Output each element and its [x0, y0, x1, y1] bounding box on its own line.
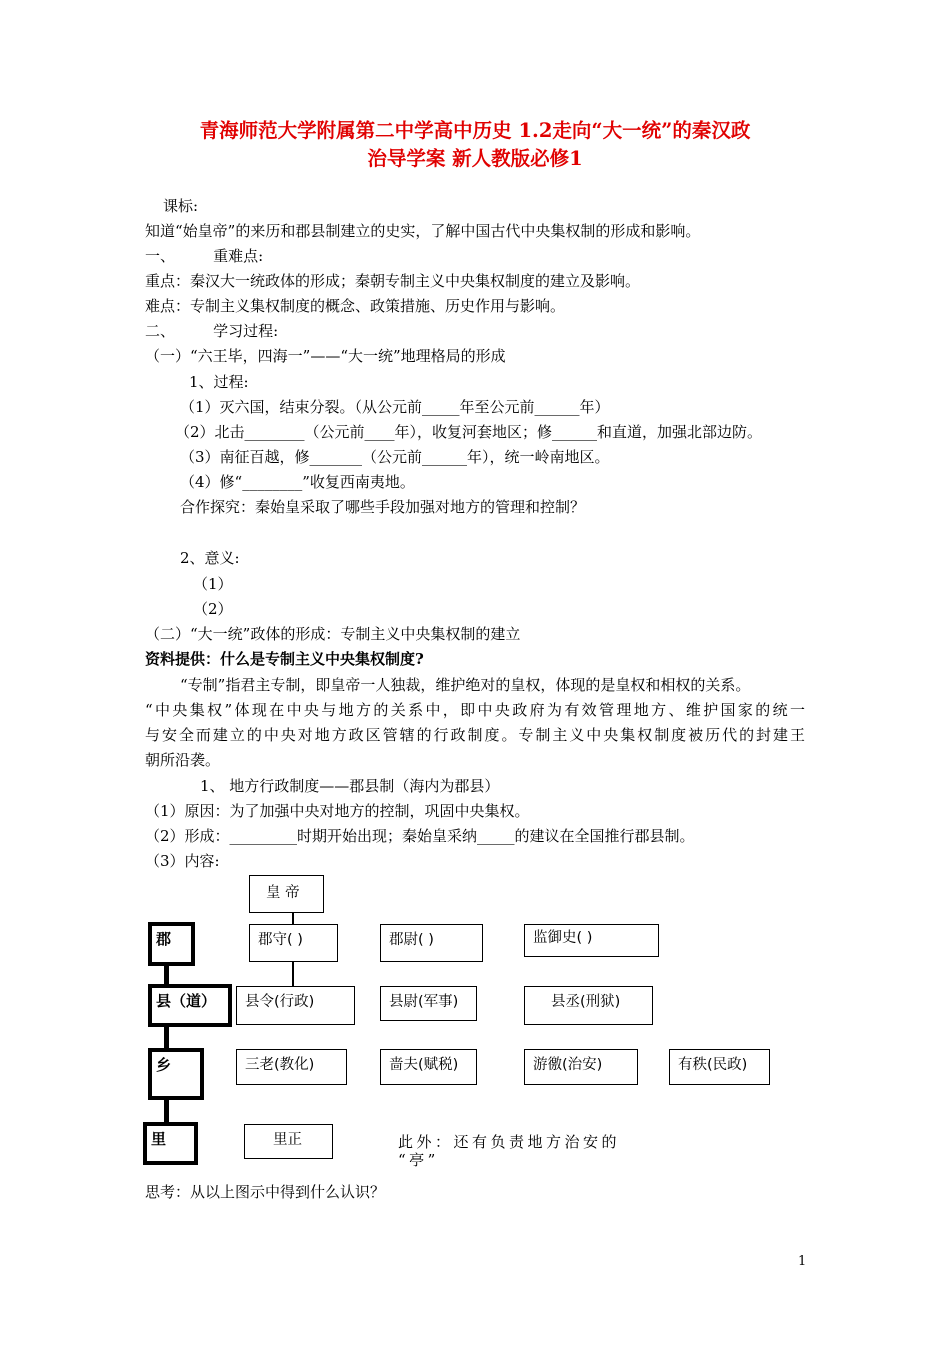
key-points: 重点：秦汉大一统政体的形成；秦朝专制主义中央集权制度的建立及影响。 [145, 272, 641, 290]
local-admin-heading: 1、 地方行政制度——郡县制（海内为郡县） [200, 777, 500, 795]
emperor-box: 皇 帝 [249, 875, 324, 913]
jun-official-junwei: 郡尉( ) [380, 924, 483, 962]
significance-item-1: （1） [193, 575, 233, 593]
content-label: （3）内容: [145, 852, 220, 870]
section-1-heading: 一、 重难点: [145, 247, 264, 265]
xiang-official-sefu: 啬夫(赋税) [380, 1049, 477, 1085]
material-paragraph-line1: “专制”指君主专制，即皇帝一人独裁，维护绝对的皇权，体现的是皇权和相权的关系。 [180, 676, 751, 694]
page-number: 1 [798, 1254, 807, 1269]
curriculum-text: 知道“始皇帝”的来历和郡县制建立的史实，了解中国古代中央集权制的形成和影响。 [145, 222, 701, 240]
section-2-heading: 二、 学习过程: [145, 322, 279, 340]
diagram-note-line2: “亭” [398, 1151, 439, 1169]
reflection-question: 思考：从以上图示中得到什么认识？ [145, 1183, 386, 1201]
xian-official-xianling: 县令(行政) [236, 986, 355, 1025]
level-connector-xiang-li [164, 1098, 169, 1124]
process-item-4: （4）修“________”收复西南夷地。 [180, 473, 415, 491]
level-xiang-box: 乡 [148, 1048, 204, 1100]
xiang-official-youzhi: 有秩(民政) [669, 1049, 770, 1085]
material-paragraph-line3: 与安全而建立的中央对地方政区管辖的行政制度。专制主义中央集权制度被历代的封建王 [145, 726, 805, 744]
formation-line: （2）形成：_________时期开始出现；秦始皇采纳_____的建议在全国推行郡县制。 [145, 827, 695, 845]
xian-official-xianwei: 县尉(军事) [380, 986, 477, 1021]
process-label: 1、过程: [189, 373, 249, 391]
cooperative-inquiry: 合作探究：秦始皇采取了哪些手段加强对地方的管理和控制？ [180, 498, 586, 516]
significance-label: 2、意义: [180, 549, 240, 567]
process-item-1: （1）灭六国，结束分裂。（从公元前_____年至公元前______年） [180, 398, 610, 416]
part-2-heading: （二）“大一统”政体的形成：专制主义中央集权制的建立 [145, 625, 521, 643]
diagram-note-line1: 此外：还有负责地方治安的 [398, 1133, 621, 1151]
reason-line: （1）原因：为了加强中央对地方的控制，巩固中央集权。 [145, 802, 530, 820]
process-item-2: （2）北击________（公元前____年），收复河套地区；修______和直道，加强北部边防。 [175, 423, 763, 441]
significance-item-2: （2） [193, 600, 233, 618]
xian-official-xiancheng: 县丞(刑狱) [524, 986, 653, 1025]
level-li-box: 里 [143, 1122, 198, 1165]
difficult-points: 难点：专制主义集权制度的概念、政策措施、历史作用与影响。 [145, 297, 566, 315]
xiang-official-sanlao: 三老(教化) [236, 1049, 347, 1085]
xiang-official-youjiao: 游徼(治安) [524, 1049, 638, 1085]
level-connector-xian-xiang [164, 1025, 169, 1050]
process-item-3: （3）南征百越，修_______（公元前______年），统一岭南地区。 [180, 448, 610, 466]
jun-official-jianyushi: 监御史( ) [524, 924, 659, 957]
level-xian-box: 县（道） [148, 984, 232, 1027]
curriculum-label: 课标: [163, 197, 199, 215]
material-paragraph-line4: 朝所沿袭。 [145, 751, 221, 769]
document-title-line2: 治导学案 新人教版必修1 [367, 147, 583, 170]
connector-junshou-to-xianling [292, 962, 294, 988]
material-paragraph-line2: “中央集权”体现在中央与地方的关系中，即中央政府为有效管理地方、维护国家的统一 [145, 701, 805, 719]
jun-official-junshou: 郡守( ) [249, 924, 338, 962]
level-jun-box: 郡 [148, 922, 195, 966]
li-official-lizheng: 里正 [244, 1124, 333, 1159]
part-1-heading: （一）“六王毕，四海一”——“大一统”地理格局的形成 [145, 347, 506, 365]
material-heading: 资料提供：什么是专制主义中央集权制度? [145, 650, 424, 668]
document-title-line1: 青海师范大学附属第二中学高中历史 1.2走向“大一统”的秦汉政 [199, 119, 751, 142]
